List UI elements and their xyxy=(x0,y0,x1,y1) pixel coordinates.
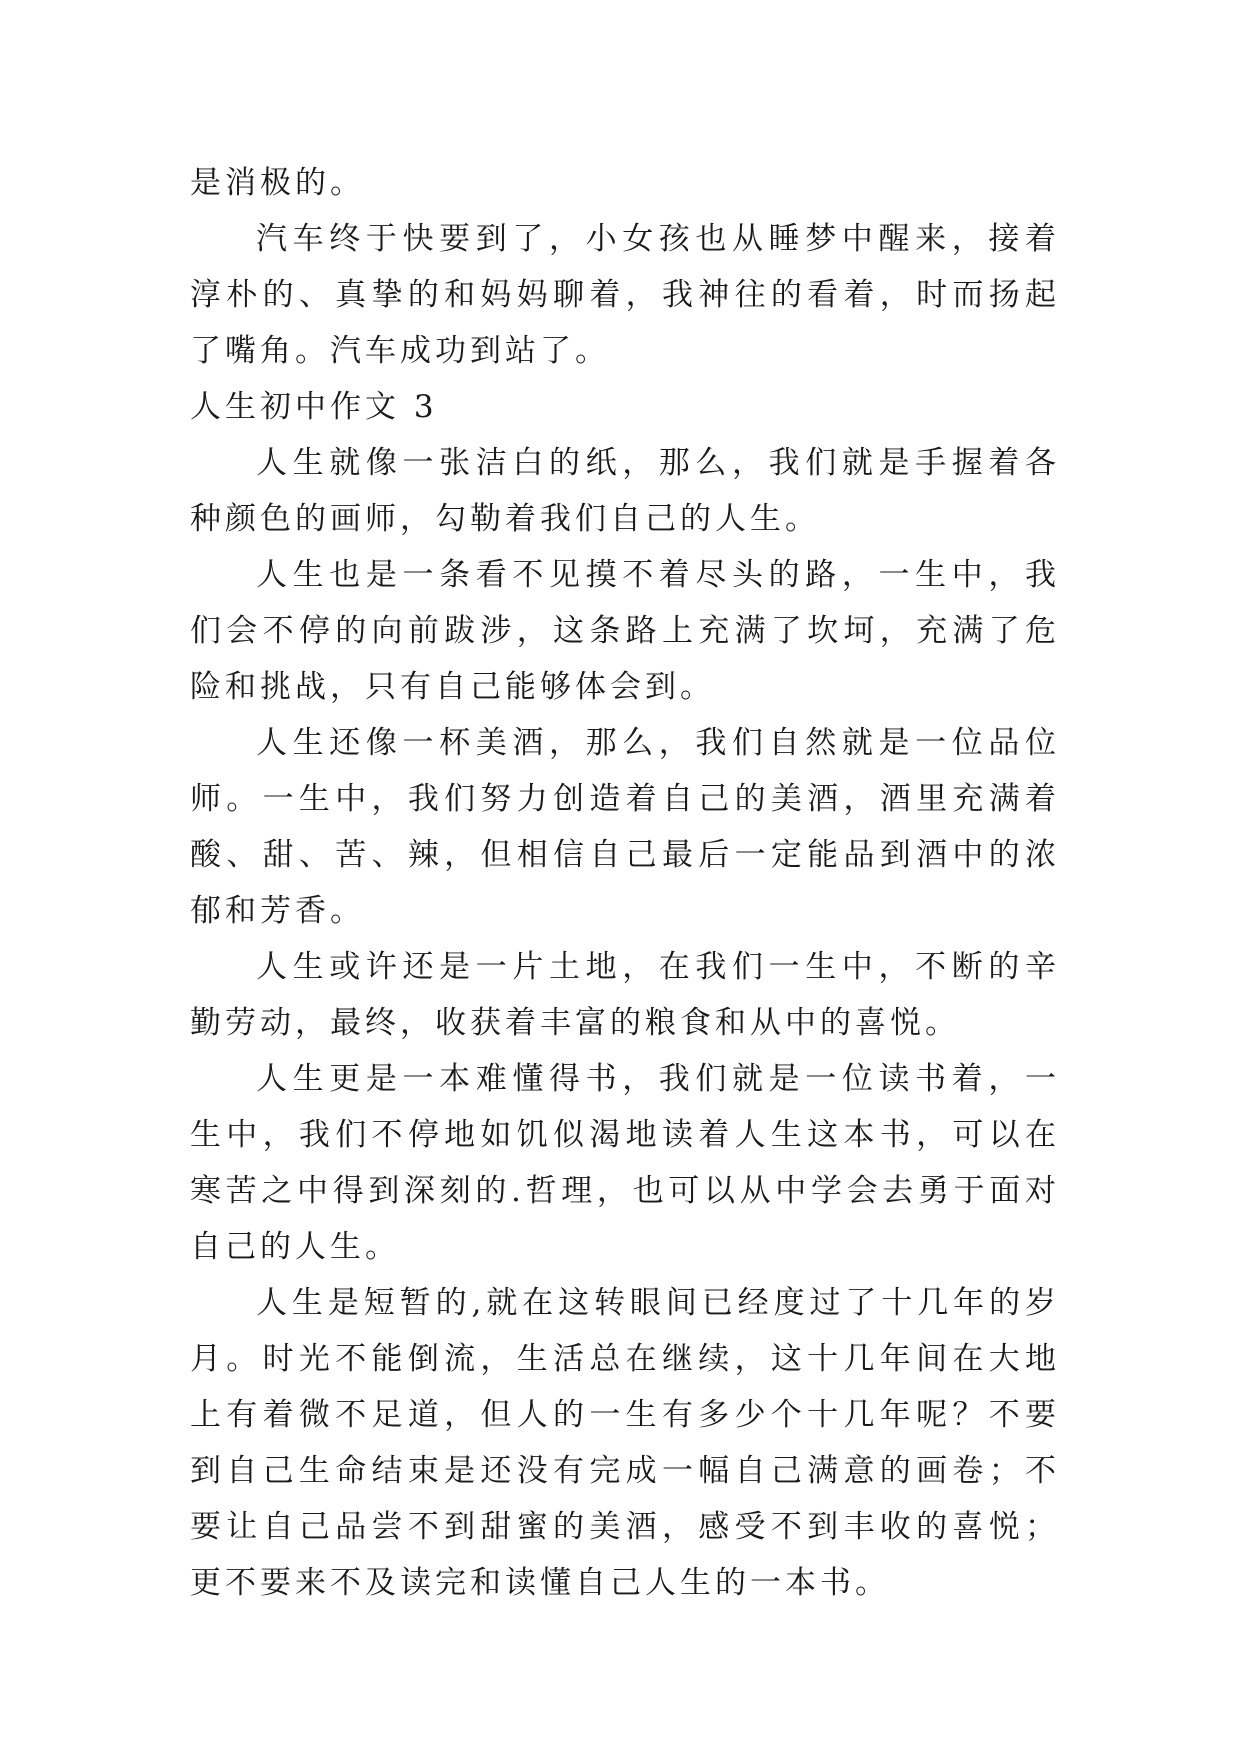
paragraph: 人生就像一张洁白的纸，那么，我们就是手握着各种颜色的画师，勾勒着我们自己的人生。 xyxy=(190,445,1060,537)
paragraph: 人生或许还是一片土地，在我们一生中，不断的辛勤劳动，最终，收获着丰富的粮食和从中的喜悦。 xyxy=(190,949,1060,1041)
paragraph: 人生还像一杯美酒，那么，我们自然就是一位品位师。一生中，我们努力创造着自己的美酒，酒里充满着酸、甜、苦、辣，但相信自己最后一定能品到酒中的浓郁和芳香。 xyxy=(190,725,1060,929)
document-body xyxy=(190,155,1060,1611)
paragraph: 人生是短暂的,就在这转眼间已经度过了十几年的岁月。时光不能倒流，生活总在继续，这十几年间在大地上有着微不足道，但人的一生有多少个十几年呢？不要到自己生命结束是还没有完成一幅自己满意的画卷；不要让自己品尝不到甜蜜的美酒，感受不到丰收的喜悦；更不要来不及读完和读懂自己人生的一本书。 xyxy=(190,1285,1060,1601)
paragraph: 汽车终于快要到了，小女孩也从睡梦中醒来，接着淳朴的、真挚的和妈妈聊着，我神往的看着，时而扬起了嘴角。汽车成功到站了。 xyxy=(190,221,1060,369)
section-heading: 人生初中作文 3 xyxy=(190,389,438,425)
paragraph: 是消极的。 xyxy=(190,165,365,201)
paragraph: 人生更是一本难懂得书，我们就是一位读书着，一生中，我们不停地如饥似渴地读着人生这本书，可以在寒苦之中得到深刻的.哲理，也可以从中学会去勇于面对自己的人生。 xyxy=(190,1061,1060,1265)
paragraph: 人生也是一条看不见摸不着尽头的路，一生中，我们会不停的向前跋涉，这条路上充满了坎坷，充满了危险和挑战，只有自己能够体会到。 xyxy=(190,557,1060,705)
